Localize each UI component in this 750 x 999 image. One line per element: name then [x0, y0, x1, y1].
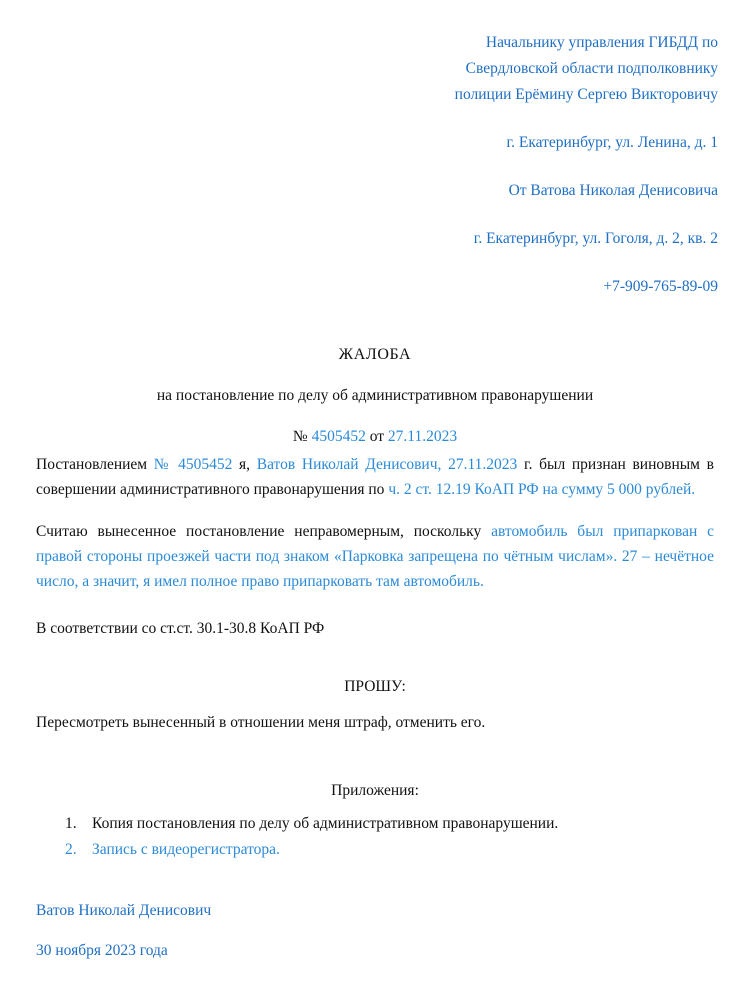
- p1-seg1: Постановлением: [36, 456, 154, 473]
- case-date-prefix: от: [369, 428, 385, 445]
- attachments-heading-block: [36, 780, 714, 802]
- document-title: ЖАЛОБА: [338, 346, 412, 363]
- attachments-heading: Приложения:: [331, 782, 419, 799]
- paragraph-argument: [36, 519, 714, 594]
- document-subtitle: на постановление по делу об административном правонарушении: [156, 387, 594, 404]
- case-number-value: 4505452: [311, 428, 366, 445]
- signature-date: 30 ноября 2023 года: [36, 942, 168, 959]
- paragraph-decision: [36, 452, 714, 502]
- p1-case-number: № 4505452: [153, 456, 233, 473]
- p2-reasoning: автомобиль был припаркован с правой стороны проезжей части под знаком «Парковка запрещена по чётным числам». 27 – нечётное число, а значит, я имел полное право припарковать там автомобиль.: [36, 523, 714, 590]
- sender-address: г. Екатеринбург, ул. Гоголя, д. 2, кв. 2: [473, 230, 718, 247]
- addressee-line-1: Начальнику управления ГИБДД по: [485, 34, 718, 51]
- attachments-list-block: [36, 811, 714, 863]
- attachment-number: 2.: [65, 841, 77, 858]
- signature-name: Ватов Николай Денисович: [36, 902, 212, 919]
- sender-name: От Ватова Николая Денисовича: [508, 182, 718, 199]
- attachments-list: [36, 811, 714, 863]
- case-date-value: 27.11.2023: [387, 428, 458, 445]
- p1-person-and-date: Ватов Николай Денисович, 27.11.2023: [256, 456, 518, 473]
- legal-basis-text: В соответствии со ст.ст. 30.1-30.8 КоАП РФ: [36, 620, 325, 637]
- addressee-block: [330, 30, 718, 300]
- sender-phone: +7-909-765-89-09: [603, 278, 718, 295]
- attachment-text: Запись с видеорегистратора.: [92, 841, 280, 858]
- request-text: Пересмотреть вынесенный в отношении меня штраф, отменить его.: [36, 714, 486, 731]
- p1-seg5: г. был признан виновным в совершении административного правонарушения по: [36, 456, 714, 498]
- attachment-text: Копия постановления по делу об административном правонарушении.: [92, 815, 559, 832]
- p2-seg1: Считаю вынесенное постановление неправомерным, поскольку: [36, 523, 492, 540]
- attachment-number: 1.: [65, 815, 77, 832]
- p1-seg3: я,: [232, 456, 257, 473]
- title-block: [36, 344, 714, 448]
- signature-block: [36, 900, 211, 962]
- legal-basis-block: [36, 616, 714, 641]
- request-heading-block: [36, 676, 714, 698]
- request-heading: ПРОШУ:: [344, 678, 406, 695]
- case-reference: [36, 426, 714, 448]
- office-address: г. Екатеринбург, ул. Ленина, д. 1: [506, 134, 718, 151]
- addressee-line-3: полиции Ерёмину Сергею Викторовичу: [454, 86, 718, 103]
- body-area: [36, 452, 714, 611]
- list-item: [36, 837, 714, 863]
- request-text-block: [36, 710, 714, 735]
- case-number-prefix: №: [292, 428, 308, 445]
- list-item: [36, 811, 714, 837]
- p1-article-and-fine: ч. 2 ст. 12.19 КоАП РФ на сумму 5 000 рублей.: [388, 481, 696, 498]
- addressee-line-2: Свердловской области подполковнику: [465, 60, 718, 77]
